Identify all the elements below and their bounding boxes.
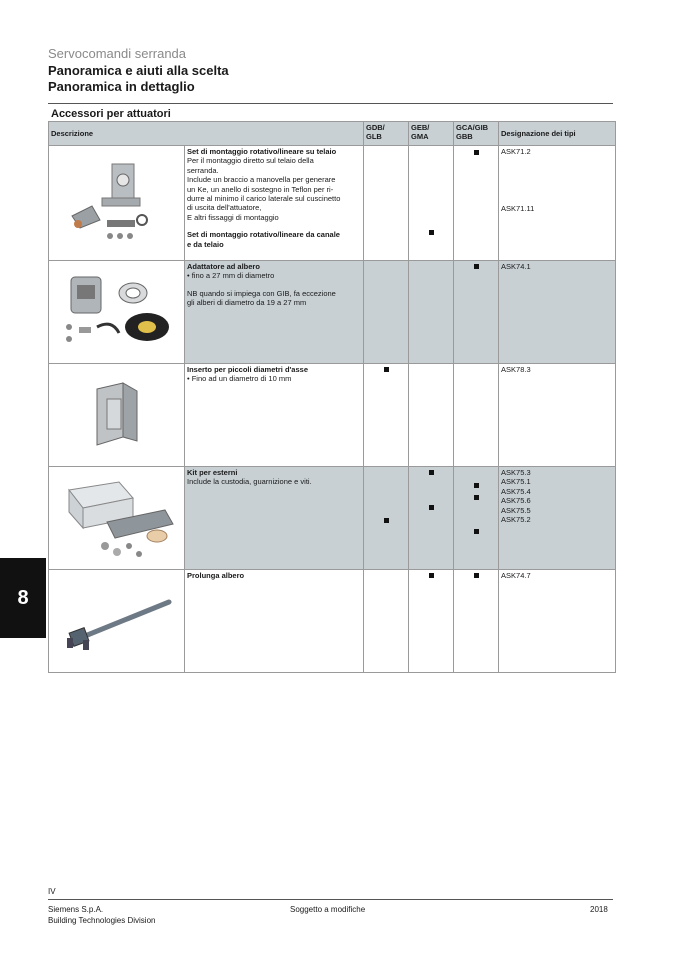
footer-year: 2018 bbox=[590, 905, 608, 914]
row-description: Adattatore ad albero • fino a 27 mm di diametro NB quando si impiega con GIB, fa eccezione gli alberi di diametro da 19 a 27 mm bbox=[185, 261, 364, 364]
type-designation: ASK74.1 bbox=[499, 261, 616, 364]
page-title: Panoramica e aiuti alla scelta bbox=[48, 63, 229, 78]
table-row bbox=[49, 261, 616, 364]
footer-rule bbox=[48, 899, 613, 900]
compat-gdb-glb bbox=[364, 467, 409, 570]
page-subtitle: Panoramica in dettaglio bbox=[48, 79, 195, 94]
shaft-insert-image bbox=[49, 364, 185, 467]
section-title: Accessori per attuatori bbox=[51, 108, 171, 120]
compat-gdb-glb bbox=[364, 570, 409, 673]
mounting-kit-image bbox=[49, 146, 185, 261]
compat-marker bbox=[474, 150, 479, 155]
compat-gca-gib-gbb bbox=[454, 146, 499, 261]
type-designation: ASK74.7 bbox=[499, 570, 616, 673]
table-row bbox=[49, 146, 616, 261]
compat-geb-gma bbox=[409, 364, 454, 467]
compat-geb-gma bbox=[409, 146, 454, 261]
compat-gdb-glb bbox=[364, 146, 409, 261]
shaft-adapter-image bbox=[49, 261, 185, 364]
row-description: Kit per esterni Include la custodia, guarnizione e viti. bbox=[185, 467, 364, 570]
outdoor-kit-image bbox=[49, 467, 185, 570]
compat-marker bbox=[474, 529, 479, 534]
header-rule bbox=[48, 103, 613, 104]
category-heading: Servocomandi serranda bbox=[48, 46, 187, 61]
row-description: Prolunga albero bbox=[185, 570, 364, 673]
type-designation: ASK71.2 ASK71.11 bbox=[499, 146, 616, 261]
compat-geb-gma bbox=[409, 467, 454, 570]
header-descrizione: Descrizione bbox=[49, 122, 364, 146]
table-header-row bbox=[49, 122, 616, 146]
footer-company: Siemens S.p.A. bbox=[48, 905, 104, 914]
header-gdb-glb: GDB/ GLB bbox=[364, 122, 409, 146]
chapter-tab: 8 bbox=[0, 558, 46, 638]
compat-marker bbox=[429, 470, 434, 475]
footer-division: Building Technologies Division bbox=[48, 916, 156, 925]
compat-marker bbox=[474, 573, 479, 578]
compat-marker bbox=[384, 518, 389, 523]
compat-gca-gib-gbb bbox=[454, 467, 499, 570]
compat-marker bbox=[474, 495, 479, 500]
compat-marker bbox=[429, 505, 434, 510]
accessories-table bbox=[48, 121, 616, 673]
row-description: Set di montaggio rotativo/lineare su telaio Per il montaggio diretto sul telaio della serranda. Include un braccio a manovella per generare un Ke, un anello di sostegno in Teflon per ri- durre al minimo il carico laterale sul cuscinetto di uscita dell'attuatore, E altri fissaggi di montaggio Set di montaggio rotativo/lineare da canale e da telaio bbox=[185, 146, 364, 261]
shaft-extension-image bbox=[49, 570, 185, 673]
row-description: Inserto per piccoli diametri d'asse • Fino ad un diametro di 10 mm bbox=[185, 364, 364, 467]
compat-marker bbox=[474, 264, 479, 269]
compat-marker bbox=[429, 230, 434, 235]
compat-marker bbox=[384, 367, 389, 372]
compat-marker bbox=[474, 483, 479, 488]
type-designation: ASK78.3 bbox=[499, 364, 616, 467]
compat-gca-gib-gbb bbox=[454, 261, 499, 364]
header-gca-gib-gbb: GCA/GIB GBB bbox=[454, 122, 499, 146]
compat-gca-gib-gbb bbox=[454, 364, 499, 467]
compat-marker bbox=[429, 573, 434, 578]
header-designazione: Designazione dei tipi bbox=[499, 122, 616, 146]
table-row bbox=[49, 364, 616, 467]
compat-gdb-glb bbox=[364, 364, 409, 467]
compat-geb-gma bbox=[409, 570, 454, 673]
compat-geb-gma bbox=[409, 261, 454, 364]
header-geb-gma: GEB/ GMA bbox=[409, 122, 454, 146]
compat-gdb-glb bbox=[364, 261, 409, 364]
table-row bbox=[49, 467, 616, 570]
page-number: IV bbox=[48, 887, 56, 896]
footer-notice: Soggetto a modifiche bbox=[290, 905, 366, 914]
compat-gca-gib-gbb bbox=[454, 570, 499, 673]
table-row bbox=[49, 570, 616, 673]
type-designation: ASK75.3 ASK75.1 ASK75.4 ASK75.6 ASK75.5 ASK75.2 bbox=[499, 467, 616, 570]
